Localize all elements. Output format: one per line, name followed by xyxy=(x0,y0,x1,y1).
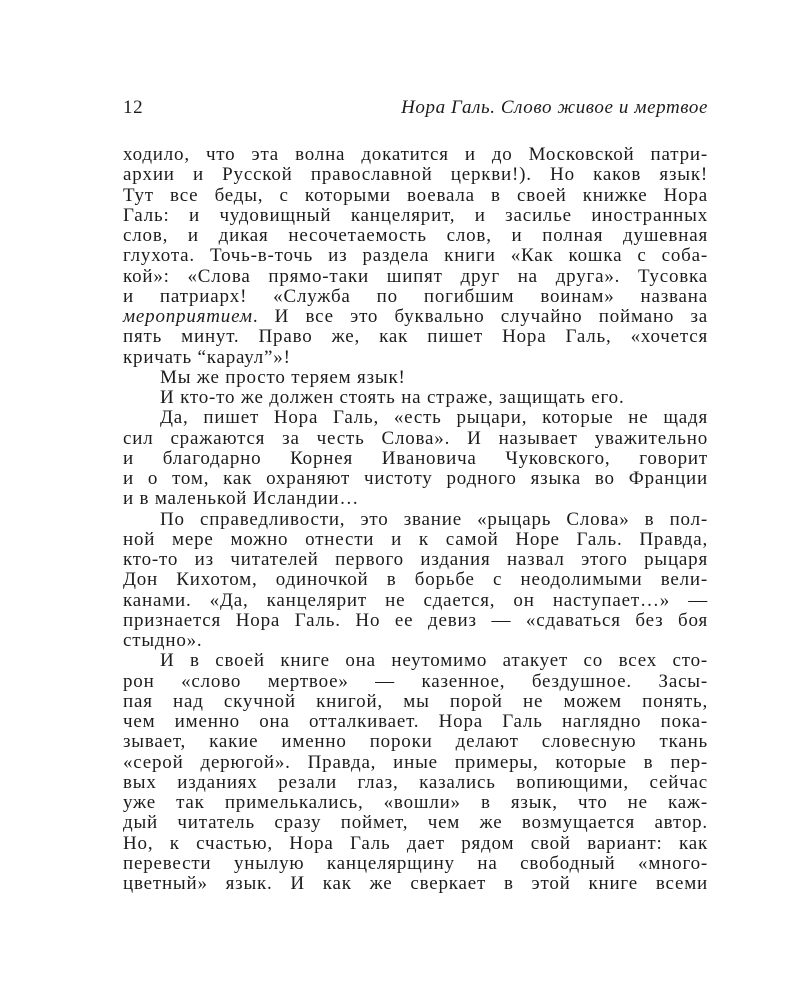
text-line: цветный» язык. И как же сверкает в этой книге всеми xyxy=(123,873,708,894)
text-line: Мы же просто теряем язык! xyxy=(160,366,406,388)
text-line: перевести унылую канцелярщину на свободный «много- xyxy=(123,852,708,874)
text-line: канами. «Да, канцелярит не сдается, он наступает…» — xyxy=(123,589,708,611)
text-line: кто-то из читателей первого издания назвал этого рыцаря xyxy=(123,549,708,570)
paragraph xyxy=(123,388,708,408)
text-line: и патриарх! «Служба по погибшим воинам» названа xyxy=(123,285,708,307)
text-line: глухота. Точь-в-точь из раздела книги «Как кошка с соба- xyxy=(123,245,708,267)
text-line: Но, к счастью, Нора Галь дает рядом свой вариант: как xyxy=(123,832,708,854)
text-line: И кто-то же должен стоять на страже, защищать его. xyxy=(160,387,625,408)
text-line: чем именно она отталкивает. Нора Галь наглядно пока- xyxy=(123,711,708,732)
paragraph xyxy=(123,368,708,388)
text-line: кой»: «Слова прямо-таки шипят друг на друга». Тусовка xyxy=(123,265,708,287)
text-line: Дон Кихотом, одиночкой в борьбе с неодолимыми вели- xyxy=(123,569,708,591)
text-line: И в своей книге она неутомимо атакует со всех сто- xyxy=(160,650,708,672)
text-line: архии и Русской православной церкви!). Но каков язык! xyxy=(123,164,708,186)
text-line: Галь: и чудовищный канцелярит, и засилье иностранных xyxy=(123,204,708,226)
text-line: Да, пишет Нора Галь, «есть рыцари, которые не щадя xyxy=(160,407,708,429)
body-text xyxy=(123,145,708,894)
page-header xyxy=(123,95,708,121)
text-line: слов, и дикая несочетаемость слов, и полная душевная xyxy=(123,225,708,246)
text-line: Тут все беды, с которыми воевала в своей книжке Нора xyxy=(123,184,708,206)
text-line: «серой дерюгой». Правда, иные примеры, которые в пер- xyxy=(123,751,708,773)
text-line: и в маленькой Исландии… xyxy=(123,488,360,510)
text-line: ходило, что эта волна докатится и до Московской патри- xyxy=(123,144,708,165)
text-line: пять минут. Право же, как пишет Нора Галь, «хочется xyxy=(123,326,708,348)
text-line: и о том, как охраняют чистоту родного языка во Франции xyxy=(123,468,708,489)
text-line: По справедливости, это звание «рыцарь Слова» в пол- xyxy=(160,508,708,530)
italic-emphasis: мероприятием xyxy=(123,306,253,327)
text-line: кричать “караул”»! xyxy=(123,346,291,368)
paragraph xyxy=(123,510,708,652)
text-line: зывает, какие именно пороки делают словесную ткань xyxy=(123,731,708,753)
text-line: вых изданиях резали глаз, казались вопиющими, сейчас xyxy=(123,771,708,793)
text-segment: . И все это буквально случайно поймано за xyxy=(252,306,708,327)
text-line: пая над скучной книгой, мы порой не можем понять, xyxy=(123,690,708,712)
text-line: дый читатель сразу поймет, чем же возмущается автор. xyxy=(123,812,708,834)
text-line: сил сражаются за честь Слова». И называет уважительно xyxy=(123,427,708,449)
paragraph xyxy=(123,408,708,509)
text-line: ной мере можно отнести и к самой Норе Галь. Правда, xyxy=(123,528,708,550)
page-number: 12 xyxy=(123,97,144,118)
text-line xyxy=(123,307,708,327)
running-title: Нора Галь. Слово живое и мертвое xyxy=(401,97,708,118)
text-line: уже так примелькались, «вошли» в язык, что не каж- xyxy=(123,792,708,813)
paragraph xyxy=(123,145,708,368)
paragraph xyxy=(123,651,708,894)
text-line: стыдно». xyxy=(123,630,203,651)
text-line: и благодарно Корнея Ивановича Чуковского, говорит xyxy=(123,447,708,469)
text-line: признается Нора Галь. Но ее девиз — «сдаваться без боя xyxy=(123,609,708,631)
text-line: рон «слово мертвое» — казенное, бездушное. Засы- xyxy=(123,670,708,692)
